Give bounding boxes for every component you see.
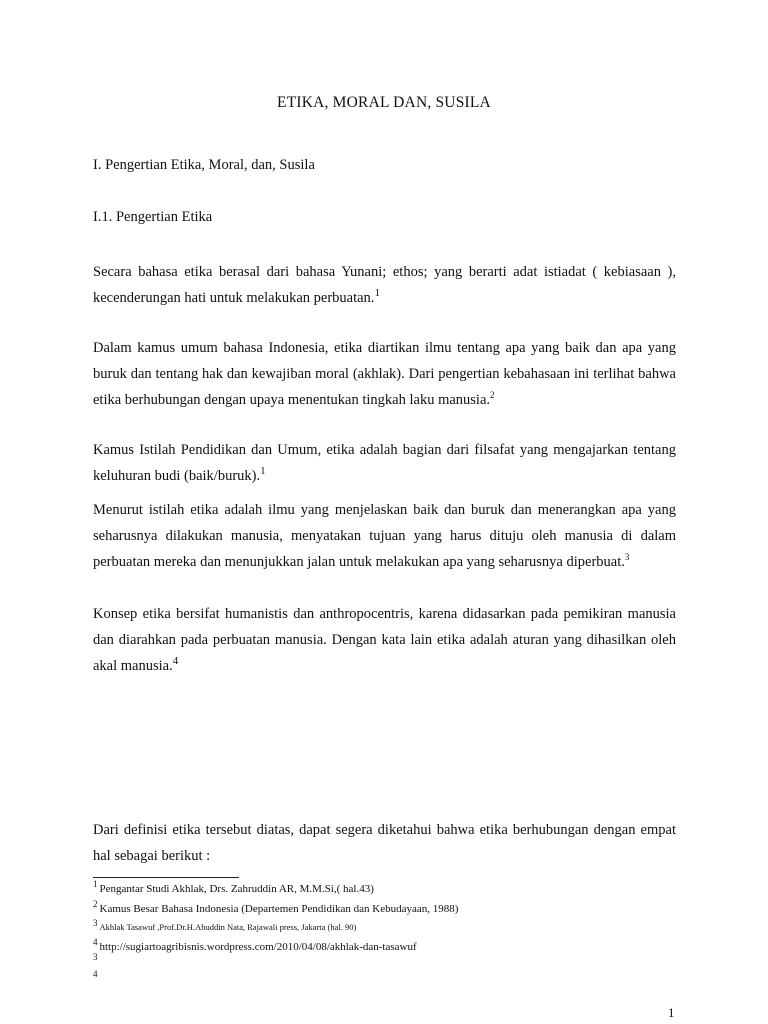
- footnote-ref: 1: [374, 287, 380, 300]
- paragraph-text: Menurut istilah etika adalah ilmu yang menjelaskan baik dan buruk dan menerangkan apa yang seharusnya dilakukan manusia, menyatakan tujuan yang harus dituju oleh manusia di dalam perbuatan mereka dan menunjukkan jalan untuk melakukan apa yang seharusnya diperbuat.: [93, 502, 676, 570]
- paragraph-text: Kamus Istilah Pendidikan dan Umum, etika adalah bagian dari filsafat yang mengajarkan tentang keluhuran budi (baik/buruk).: [93, 442, 676, 484]
- footnote-number: 1: [93, 879, 98, 890]
- footnote-1: [93, 879, 374, 895]
- paragraph-text: Konsep etika bersifat humanistis dan anthropocentris, karena didasarkan pada pemikiran manusia dan diarahkan pada perbuatan manusia. Dengan kata lain etika adalah aturan yang dihasilkan oleh akal manusia.: [93, 606, 676, 674]
- footnote-number: 4: [93, 969, 98, 980]
- footnote-2: [93, 899, 459, 915]
- footnote-number: 3: [93, 952, 98, 963]
- paragraph-kamus-istilah: [93, 437, 676, 489]
- footnote-4: [93, 937, 417, 953]
- paragraph-menurut-istilah: [93, 497, 676, 575]
- footnote-text: http://sugiartoagribisnis.wordpress.com/2010/04/08/akhlak-dan-tasawuf: [99, 941, 417, 953]
- paragraph-etymology: [93, 259, 676, 311]
- paragraph-kamus-umum: [93, 335, 676, 413]
- footnote-3: [93, 918, 357, 932]
- document-title: ETIKA, MORAL DAN, SUSILA: [277, 94, 491, 111]
- footnote-ref: 2: [490, 390, 495, 401]
- footnote-ref: 1: [260, 465, 266, 478]
- footnote-text: Kamus Besar Bahasa Indonesia (Departemen Pendidikan dan Kebudayaan, 1988): [99, 903, 459, 915]
- subsection-heading: I.1. Pengertian Etika: [93, 209, 213, 225]
- footnote-text: Pengantar Studi Akhlak, Drs. Zahruddin AR, M.M.Si,( hal.43): [99, 883, 374, 895]
- paragraph-text: Dalam kamus umum bahasa Indonesia, etika diartikan ilmu tentang apa yang baik dan apa yang buruk dan tentang hak dan kewajiban moral (akhlak). Dari pengertian kebahasaan ini terlihat bahwa etika berhubungan dengan upaya menentukan tingkah laku manusia.: [93, 340, 676, 408]
- footnote-separator: [93, 877, 239, 878]
- paragraph-konsep-etika: [93, 601, 676, 679]
- footnote-5: [93, 952, 100, 968]
- section-heading: I. Pengertian Etika, Moral, dan, Susila: [93, 157, 315, 173]
- paragraph-definisi: [93, 817, 676, 869]
- page-number: 1: [668, 1005, 675, 1020]
- paragraph-text: Secara bahasa etika berasal dari bahasa Yunani; ethos; yang berarti adat istiadat ( kebiasaan ), kecenderungan hati untuk melakukan perbuatan.: [93, 264, 676, 306]
- footnote-text: Akhlak Tasawuf ,Prof.Dr.H.Abuddin Nata, Rajawali press, Jakarta (hal. 90): [99, 922, 357, 932]
- footnote-number: 3: [93, 918, 98, 929]
- footnote-ref: 4: [172, 655, 179, 668]
- footnote-6: [93, 969, 100, 985]
- footnote-number: 4: [93, 937, 98, 948]
- paragraph-text: Dari definisi etika tersebut diatas, dapat segera diketahui bahwa etika berhubungan dengan empat hal sebagai berikut :: [93, 822, 676, 864]
- footnote-ref: 3: [624, 552, 630, 563]
- footnote-number: 2: [93, 899, 98, 910]
